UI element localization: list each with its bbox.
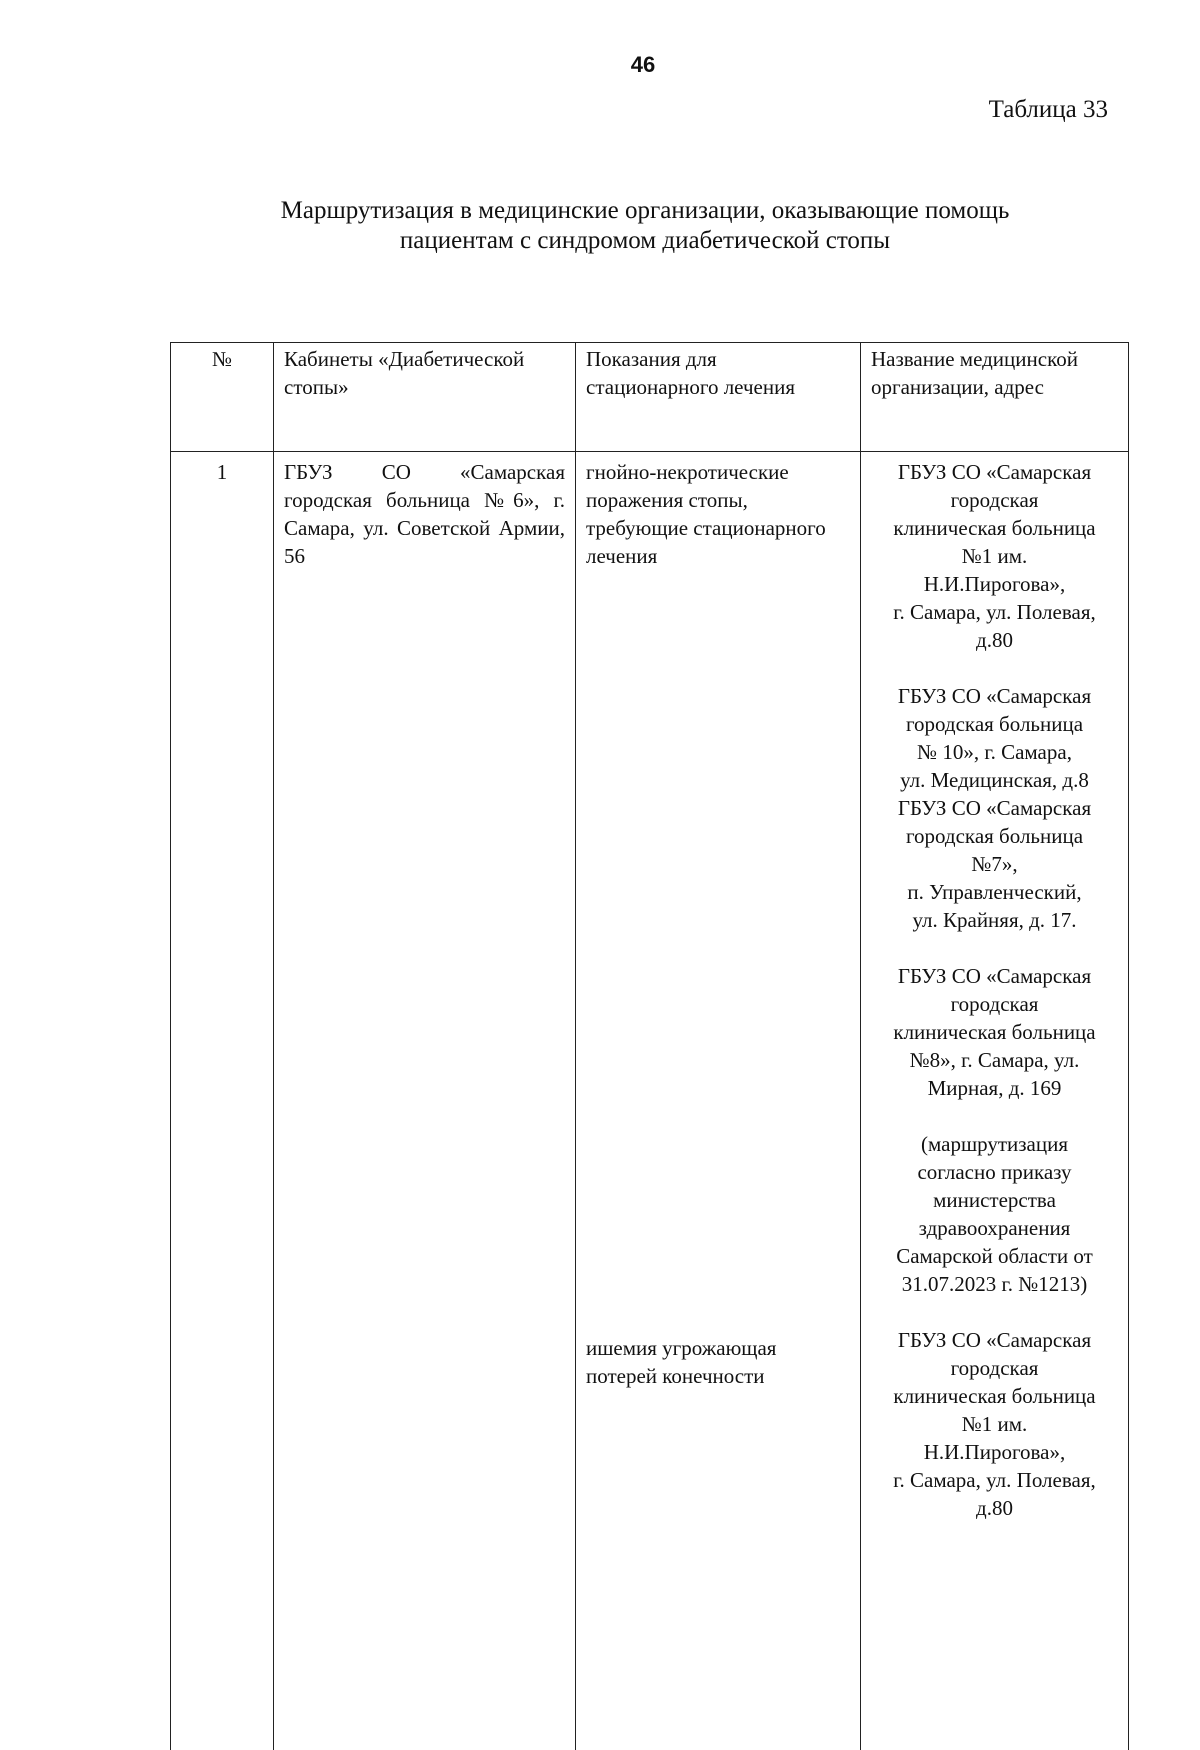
organizations-cell bbox=[861, 452, 1129, 1750]
document-title-line-2: пациентам с синдромом диабетической стопы bbox=[190, 226, 1100, 256]
indication-purulent-necrotic: гнойно-некротические поражения стопы, требующие стационарного лечения bbox=[586, 458, 850, 570]
organization-hospital-7: ГБУЗ СО «Самарская городская больница №7», п. Управленческий, ул. Крайняя, д. 17. bbox=[871, 794, 1118, 934]
document-title-line-1: Маршрутизация в медицинские организации, оказывающие помощь bbox=[190, 196, 1100, 226]
table-header-row bbox=[171, 343, 1129, 452]
header-cabinets: Кабинеты «Диабетической стопы» bbox=[274, 343, 576, 452]
table-row bbox=[171, 452, 1129, 1750]
row-number: 1 bbox=[171, 452, 274, 1750]
document-title bbox=[190, 196, 1100, 256]
organization-hospital-1: ГБУЗ СО «Самарская городская клиническая больница №1 им. Н.И.Пирогова», г. Самара, ул. Полевая, д.80 bbox=[871, 458, 1118, 654]
organization-hospital-8: ГБУЗ СО «Самарская городская клиническая больница №8», г. Самара, ул. Мирная, д. 169 bbox=[871, 962, 1118, 1102]
indication-ischemia: ишемия угрожающая потерей конечности bbox=[586, 1334, 850, 1390]
routing-table bbox=[170, 342, 1129, 1750]
header-number: № bbox=[171, 343, 274, 452]
cabinet-cell: ГБУЗ СО «Самарская городская больница №6», г. Самара, ул. Советской Армии, 56 bbox=[274, 452, 576, 1750]
organization-hospital-10: ГБУЗ СО «Самарская городская больница № 10», г. Самара, ул. Медицинская, д.8 bbox=[871, 682, 1118, 794]
indications-cell bbox=[576, 452, 861, 1750]
header-indications: Показания для стационарного лечения bbox=[576, 343, 861, 452]
table-label: Таблица 33 bbox=[989, 96, 1108, 124]
page-number: 46 bbox=[0, 52, 1200, 78]
routing-order-note: (маршрутизация согласно приказу министерства здравоохранения Самарской области от 31.07.2023 г. №1213) bbox=[871, 1130, 1118, 1298]
organization-hospital-1-ischemia: ГБУЗ СО «Самарская городская клиническая больница №1 им. Н.И.Пирогова», г. Самара, ул. Полевая, д.80 bbox=[871, 1326, 1118, 1522]
header-organization: Название медицинской организации, адрес bbox=[861, 343, 1129, 452]
